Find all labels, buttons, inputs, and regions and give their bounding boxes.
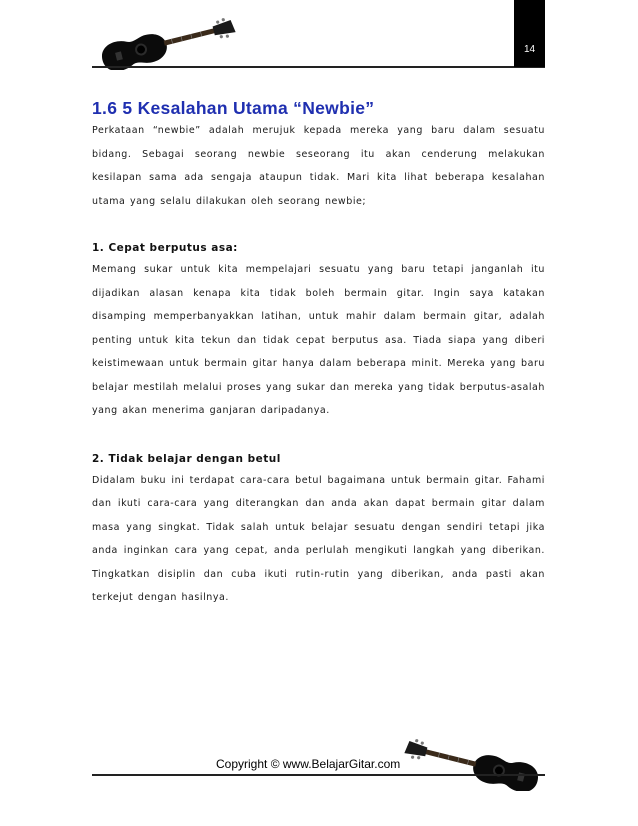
page-content — [92, 97, 545, 610]
footer-copyright: Copyright © www.BelajarGitar.com — [216, 757, 401, 771]
item-body-1: Memang sukar untuk kita mempelajari sesuatu yang baru tetapi janganlah itu dijadikan alasan kenapa kita tidak boleh bermain gitar. Ingin saya katakan disamping memperbanyakkan latihan, untuk mahir dalam bermain gitar, adalah penting untuk kita tekun dan tidak cepat berputus asa. Tiada siapa yang diberi keistimewaan untuk bermain gitar hanya dalam beberapa minit. Mereka yang baru belajar mestilah melalui proses yang sukar dan mereka yang tidak berputus-asalah yang akan menerima ganjaran daripadanya. — [92, 264, 545, 416]
intro-paragraph: Perkataan “newbie” adalah merujuk kepada mereka yang baru dalam sesuatu bidang. Sebagai seorang newbie seseorang itu akan cenderung melakukan kesilapan sama ada sengaja ataupun tidak. Mari kita lihat beberapa kesalahan utama yang selalu dilakukan oleh seorang newbie; — [92, 125, 545, 207]
item-heading-1: 1. Cepat berputus asa: — [92, 242, 238, 254]
header-guitar-icon — [92, 14, 242, 70]
item-heading-2: 2. Tidak belajar dengan betul — [92, 452, 281, 465]
header-rule — [92, 66, 545, 68]
footer-rule — [92, 774, 545, 776]
page-number: 14 — [523, 44, 536, 55]
page-number-box — [514, 0, 545, 67]
item-body-2: Didalam buku ini terdapat cara-cara betul bagaimana untuk bermain gitar. Fahami dan ikuti cara-cara yang diterangkan dan anda akan dapat bermain gitar dalam masa yang singkat. Tidak salah untuk belajar sesuatu dengan sendiri tetapi jika anda inginkan cara yang cepat, anda perlulah mengikuti langkah yang diberikan. Tingkatkan disiplin dan cuba ikuti rutin-rutin yang diberikan, anda pasti akan terkejut dengan hasilnya. — [92, 474, 545, 603]
section-title: 1.6 5 Kesalahan Utama “Newbie” — [92, 98, 375, 118]
footer-guitar-icon — [398, 735, 548, 791]
